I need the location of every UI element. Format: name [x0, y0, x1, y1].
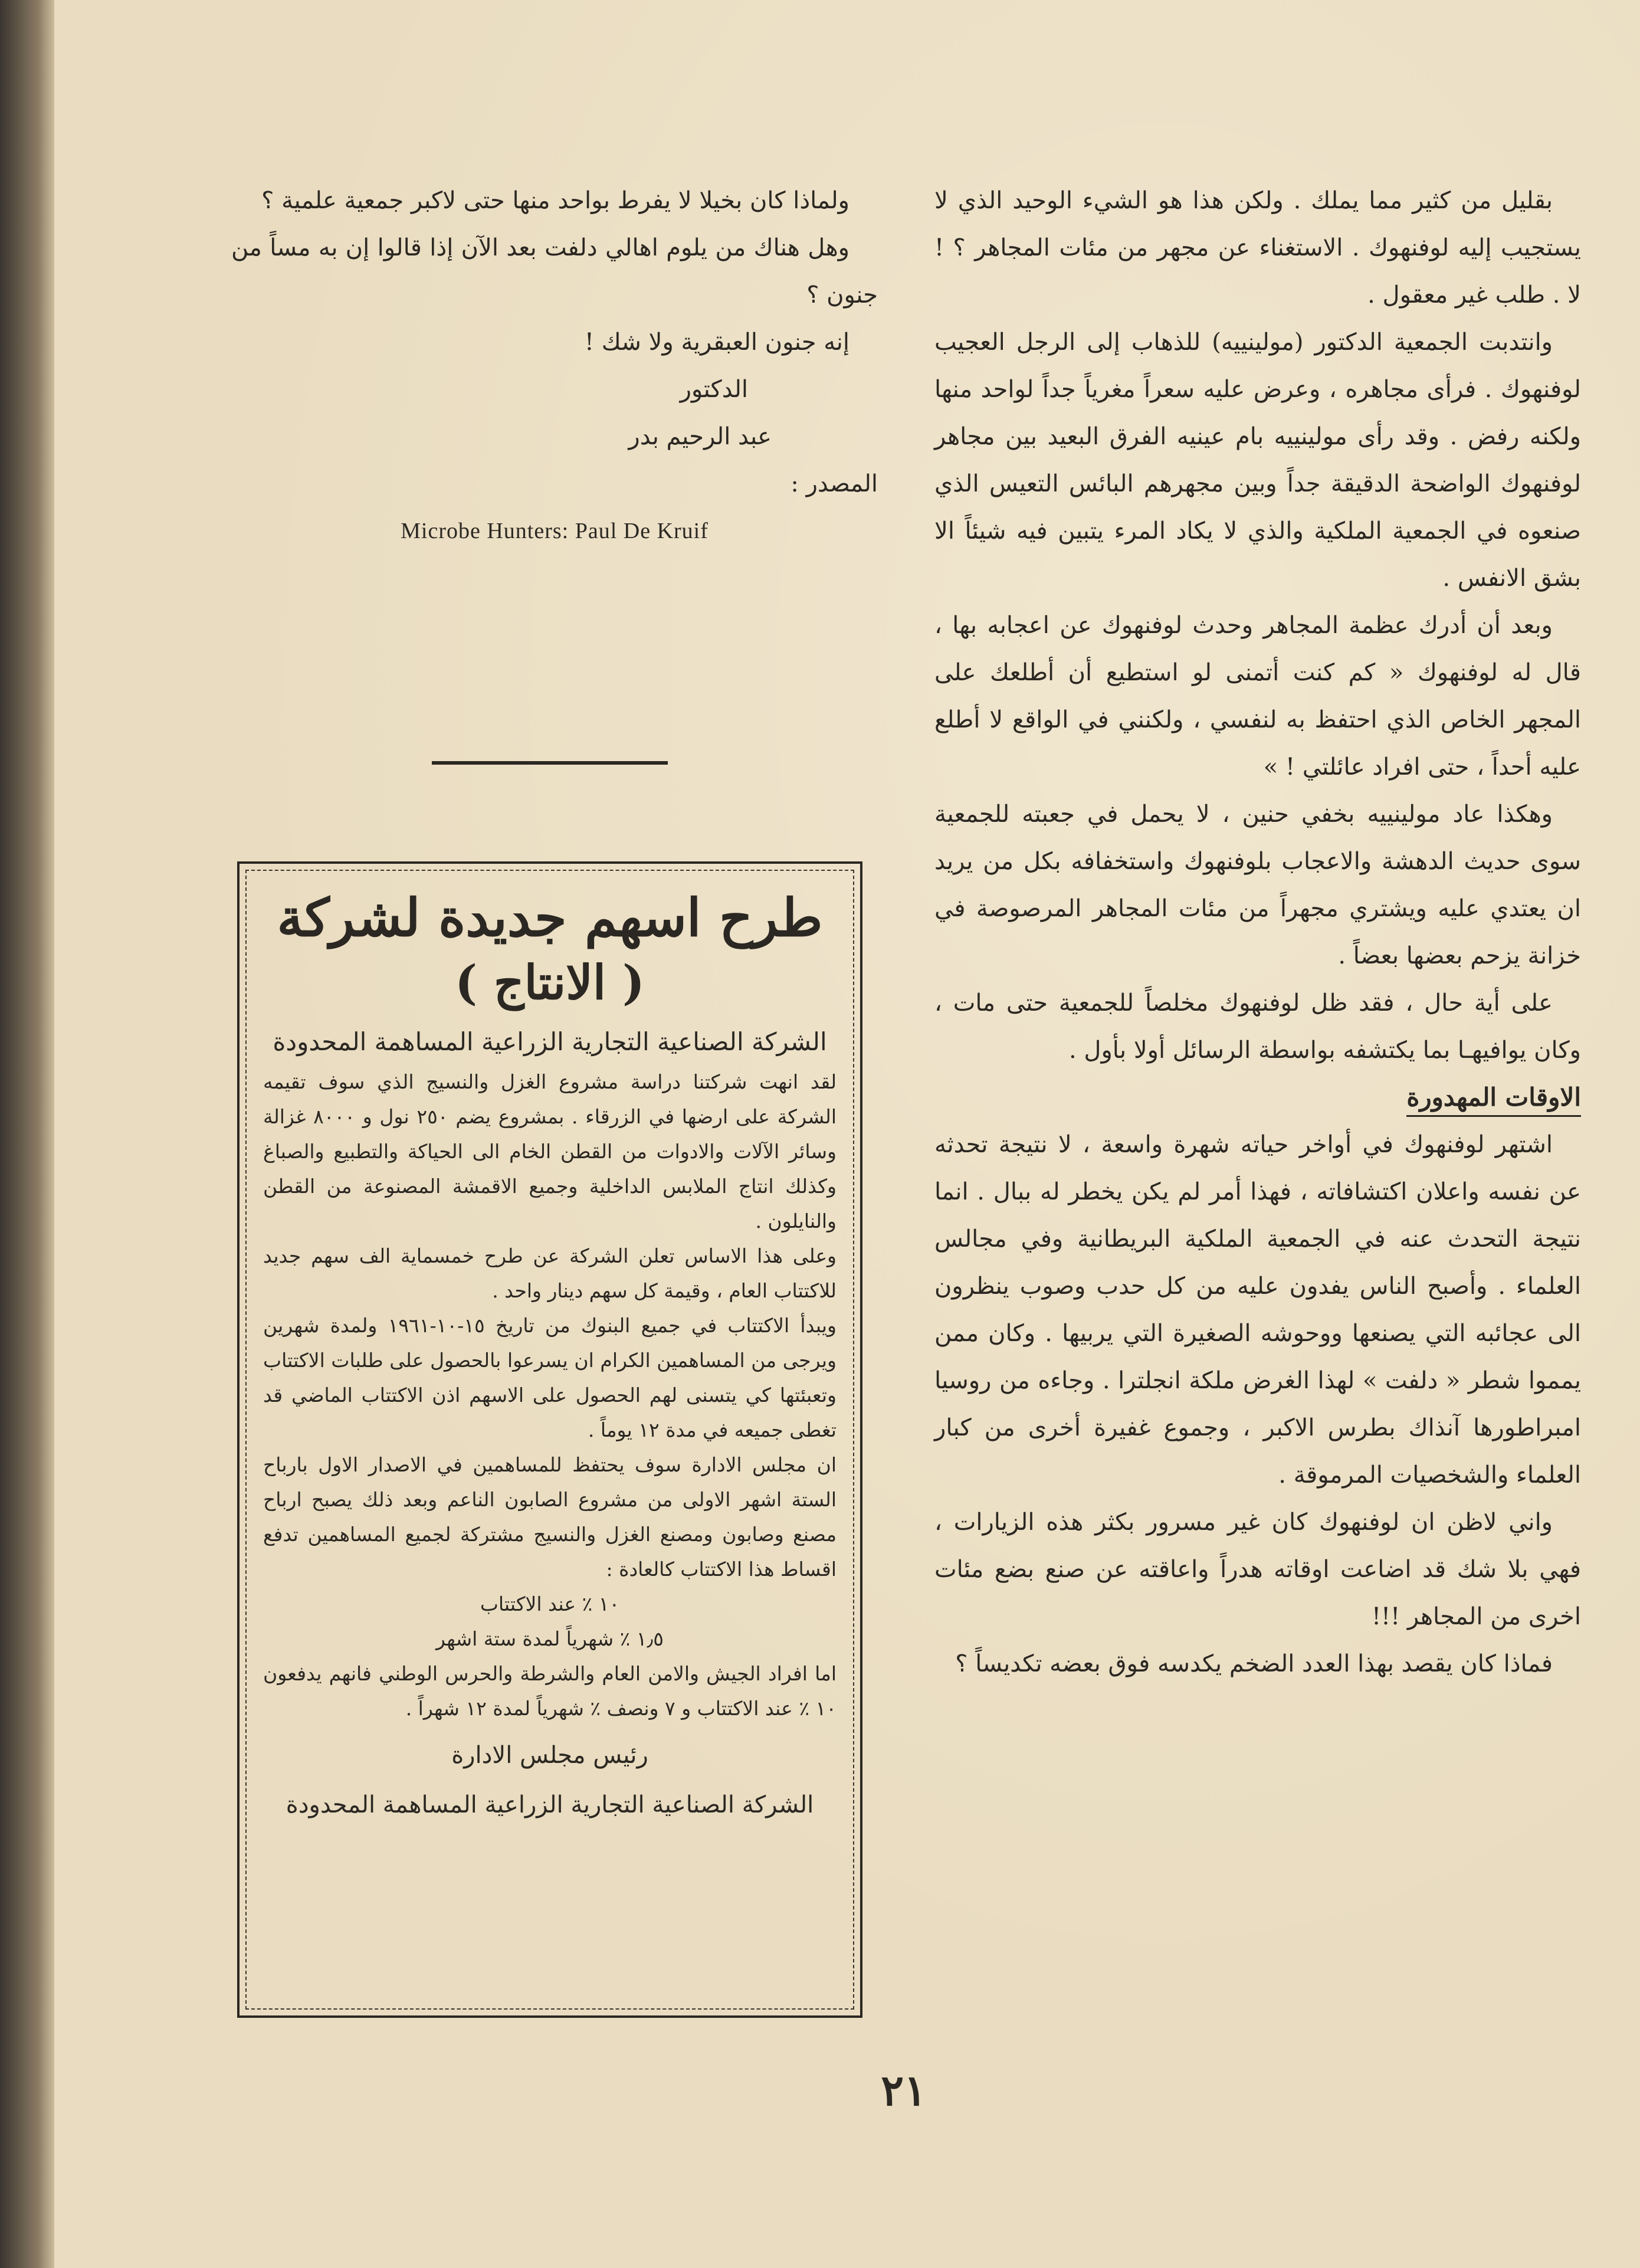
advertisement-inner-frame	[245, 870, 854, 2010]
article-paragraph: على أية حال ، فقد ظل لوفنهوك مخلصاً للجمعية حتى مات ، وكان يوافيهـا بما يكتشفه بواسطة الرسائل أولا بأول .	[934, 989, 1581, 1064]
article-paragraph: وانتدبت الجمعية الدكتور (مولينييه) للذهاب إلى الرجل العجيب لوفنهوك . فرأى مجاهره ، وعرض عليه سعراً مغرياً جداً لواحد منها ولكنه رفض . وقد رأى مولينييه بام عينيه الفرق البعيد بين مجاهر لوفنهوك الواضحة الدقيقة جداً وبين مجهرهم البائس التعيس الذي صنعوه في الجمعية الملكية والذي لا يكاد المرء يتبين فيه شيئاً الا بشق الانفس .	[934, 329, 1581, 592]
advertisement-title: طرح اسهم جديدة لشركة	[277, 887, 823, 948]
author-title: الدكتور	[680, 376, 748, 403]
article-left-column	[231, 177, 878, 555]
advertisement-signature-company: الشركة الصناعية التجارية الزراعية المساهمة المحدودة	[286, 1791, 814, 1818]
scan-page-edge	[0, 0, 54, 2268]
article-paragraph: وهل هناك من يلوم اهالي دلفت بعد الآن إذا قالوا إن به مساً من جنون ؟	[231, 234, 878, 309]
advertisement-signature-title: رئيس مجلس الادارة	[451, 1742, 648, 1769]
article-paragraph: إنه جنون العبقرية ولا شك !	[584, 329, 849, 356]
article-paragraph: اشتهر لوفنهوك في أواخر حياته شهرة واسعة ، لا نتيجة تحدثه عن نفسه واعلان اكتشافاته ، فهذا أمر لم يكن يخطر له ببال . انما نتيجة التحدث عنه في الجمعية الملكية البريطانية وفي مجالس العلماء . وأصبح الناس يفدون عليه من كل حدب وصوب ينظرون الى عجائبه التي يصنعها ووحوشه الصغيرة التي يربيها . وكان ممن يمموا شطر « دلفت » لهذا الغرض ملكة انجلترا . وجاءه من روسيا امبراطورها آنذاك بطرس الاكبر ، وجموع غفيرة أخرى من كبار العلماء والشخصيات المرموقة .	[934, 1131, 1581, 1489]
share-offering-advertisement	[237, 861, 862, 2018]
advertisement-paragraph: ويبدأ الاكتتاب في جميع البنوك من تاريخ ١٥-١٠-١٩٦١ ولمدة شهرين ويرجى من المساهمين الكرام ان يسرعوا بالحصول على طلبات الاكتتاب وتعبئتها كي يتسنى لهم الحصول على الاسهم اذن الاكتتاب الماضي قد تغطى جميعه في مدة ١٢ يوماً .	[263, 1314, 837, 1441]
magazine-page	[54, 0, 1640, 2268]
advertisement-paragraph: لقد انهت شركتنا دراسة مشروع الغزل والنسيج الذي سوف تقيمه الشركة على ارضها في الزرقاء . بمشروع يضم ٢٥٠ نول و ٨٠٠٠ غزالة وسائر الآلات والادوات من القطن الخام الى الحياكة والتطبيع والصباغ وكذلك انتاج الملابس الداخلية وجميع الاقمشة المصنوعة من القطن والنايلون .	[263, 1070, 837, 1233]
article-paragraph: وبعد أن أدرك عظمة المجاهر وحدث لوفنهوك عن اعجابه بها ، قال له لوفنهوك « كم كنت أتمنى لو استطيع أن أطلعك على المجهر الخاص الذي احتفظ به لنفسي ، ولكنني في الواقع لا أطلع عليه أحداً ، حتى افراد عائلتي ! »	[934, 612, 1581, 781]
page-number: ٢١	[881, 2065, 927, 2115]
article-paragraph: بقليل من كثير مما يملك . ولكن هذا هو الشيء الوحيد الذي لا يستجيب إليه لوفنهوك . الاستغناء عن مجهر من مئات المجاهر ؟ ! لا . طلب غير معقول .	[934, 187, 1581, 309]
article-paragraph: واني لاظن ان لوفنهوك كان غير مسرور بكثر هذه الزيارات ، فهي بلا شك قد اضاعت اوقاته هدراً واعاقته عن صنع بضع مئات اخرى من المجاهر !!!	[934, 1509, 1581, 1630]
author-name: عبد الرحيم بدر	[628, 423, 772, 450]
advertisement-paragraph: ان مجلس الادارة سوف يحتفظ للمساهمين في الاصدار الاول بارباح الستة اشهر الاولى من مشروع الصابون الناعم وبعد ذلك يصبح ارباح مصنع وصابون ومصنع الغزل والنسيج مشتركة لجميع المساهمين تدفع اقساط هذا الاكتتاب كالعادة :	[263, 1453, 837, 1581]
advertisement-subtitle: ( الانتاج )	[455, 955, 645, 1010]
advertisement-payment-term: ١٠ ٪ عند الاكتتاب	[480, 1592, 620, 1615]
article-paragraph: ولماذا كان بخيلا لا يفرط بواحد منها حتى لاكبر جمعية علمية ؟	[261, 187, 849, 214]
section-divider	[432, 761, 668, 765]
section-heading	[934, 1074, 1581, 1121]
advertisement-payment-term: ١٫٥ ٪ شهرياً لمدة ستة اشهر	[436, 1627, 664, 1650]
advertisement-company: الشركة الصناعية التجارية الزراعية المساهمة المحدودة	[273, 1027, 827, 1056]
source-citation: Microbe Hunters: Paul De Kruif	[401, 519, 709, 543]
article-right-column	[934, 177, 1581, 1687]
source-label: المصدر :	[791, 470, 878, 497]
article-paragraph: فماذا كان يقصد بهذا العدد الضخم يكدسه فوق بعضه تكديساً ؟	[955, 1650, 1553, 1677]
section-heading-text: الاوقات المهدورة	[1406, 1083, 1581, 1117]
advertisement-paragraph: وعلى هذا الاساس تعلن الشركة عن طرح خمسماية الف سهم جديد للاكتتاب العام ، وقيمة كل سهم دينار واحد .	[263, 1244, 837, 1302]
advertisement-paragraph: اما افراد الجيش والامن العام والشرطة والحرس الوطني فانهم يدفعون ١٠ ٪ عند الاكتتاب و ٧ ونصف ٪ شهرياً لمدة ١٢ شهراً .	[263, 1662, 837, 1720]
article-paragraph: وهكذا عاد مولينييه بخفي حنين ، لا يحمل في جعبته للجمعية سوى حديث الدهشة والاعجاب بلوفنهوك واستخفافه بكل من يريد ان يعتدي عليه ويشتري مجهراً من مئات المجاهر المرصوصة في خزانة يزحم بعضها بعضاً .	[934, 801, 1582, 969]
